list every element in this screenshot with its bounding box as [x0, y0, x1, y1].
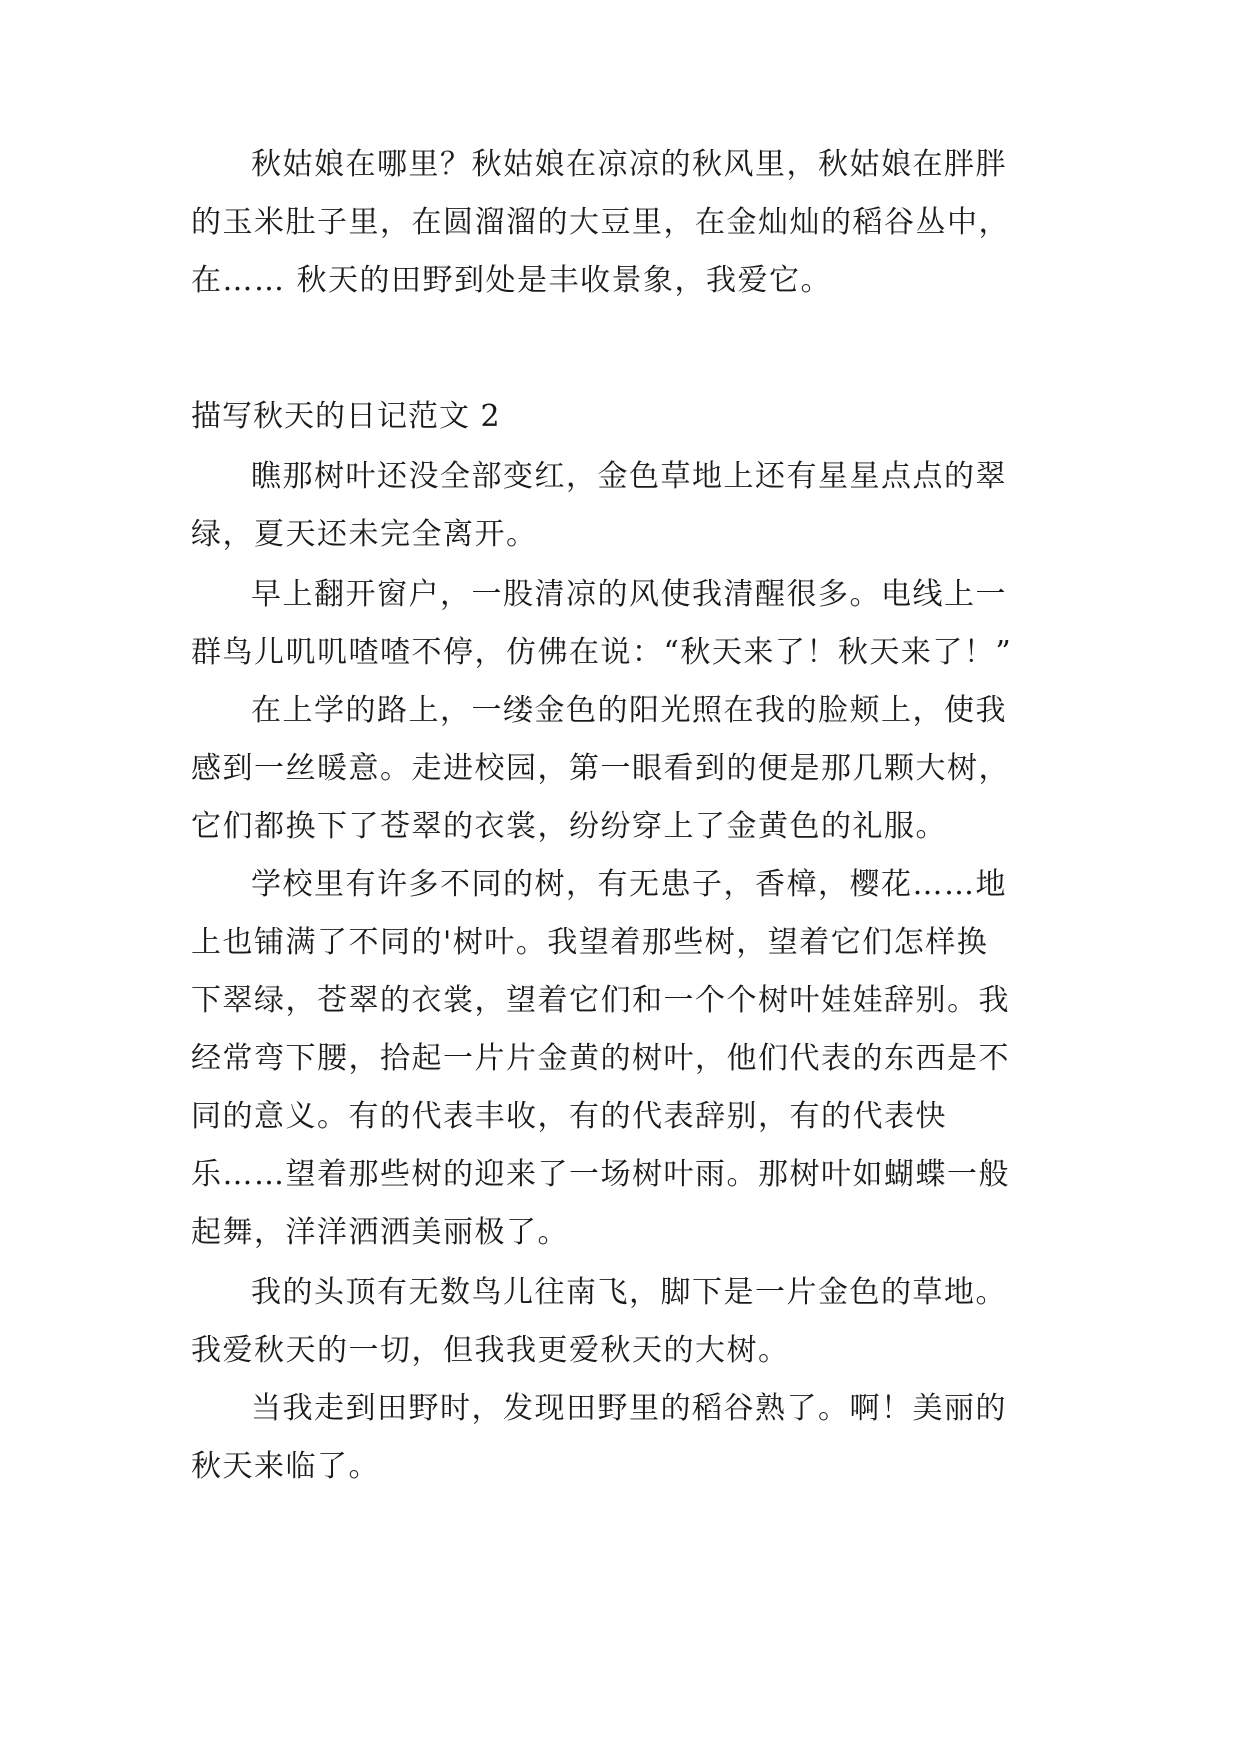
section-heading: 描写秋天的日记范文 2	[191, 399, 501, 434]
text-line: 群鸟儿叽叽喳喳不停，仿佛在说：“秋天来了！秋天来了！”	[191, 635, 1013, 670]
text-line: 早上翻开窗户，一股清凉的风使我清醒很多。电线上一	[251, 577, 1007, 612]
text-line: 上也铺满了不同的'树叶。我望着那些树，望着它们怎样换	[191, 925, 989, 960]
paragraph-5	[191, 1264, 1051, 1380]
text-line: 经常弯下腰，拾起一片片金黄的树叶，他们代表的东西是不	[191, 1041, 1010, 1076]
text-line: 学校里有许多不同的树，有无患子，香樟，樱花……地	[251, 867, 1007, 902]
text-line: 感到一丝暖意。走进校园，第一眼看到的便是那几颗大树，	[191, 751, 1010, 786]
paragraph-4	[191, 856, 1051, 1262]
text-line: 在…… 秋天的田野到处是丰收景象，我爱它。	[191, 263, 833, 298]
text-line: 同的意义。有的代表丰收，有的代表辞别，有的代表快	[191, 1099, 947, 1134]
paragraph-6	[191, 1380, 1051, 1496]
text-line: 绿，夏天还未完全离开。	[191, 517, 538, 552]
text-line: 当我走到田野时，发现田野里的稻谷熟了。啊！美丽的	[251, 1391, 1007, 1426]
text-line: 乐……望着那些树的迎来了一场树叶雨。那树叶如蝴蝶一般	[191, 1157, 1010, 1192]
text-line: 我的头顶有无数鸟儿往南飞，脚下是一片金色的草地。	[251, 1275, 1007, 1310]
text-line: 在上学的路上，一缕金色的阳光照在我的脸颊上，使我	[251, 693, 1007, 728]
text-line: 秋姑娘在哪里？秋姑娘在凉凉的秋风里，秋姑娘在胖胖	[251, 147, 1007, 182]
paragraph-1	[191, 448, 1051, 564]
text-line: 我爱秋天的一切，但我我更爱秋天的大树。	[191, 1333, 790, 1368]
text-line: 秋天来临了。	[191, 1449, 380, 1484]
text-line: 瞧那树叶还没全部变红，金色草地上还有星星点点的翠	[251, 459, 1007, 494]
text-line: 它们都换下了苍翠的衣裳，纷纷穿上了金黄色的礼服。	[191, 809, 947, 844]
intro-paragraph	[191, 136, 1051, 310]
paragraph-2	[191, 566, 1051, 682]
text-line: 起舞，洋洋洒洒美丽极了。	[191, 1215, 569, 1250]
text-line: 下翠绿，苍翠的衣裳，望着它们和一个个树叶娃娃辞别。我	[191, 983, 1010, 1018]
text-line: 的玉米肚子里，在圆溜溜的大豆里，在金灿灿的稻谷丛中，	[191, 205, 1010, 240]
paragraph-3	[191, 682, 1051, 856]
